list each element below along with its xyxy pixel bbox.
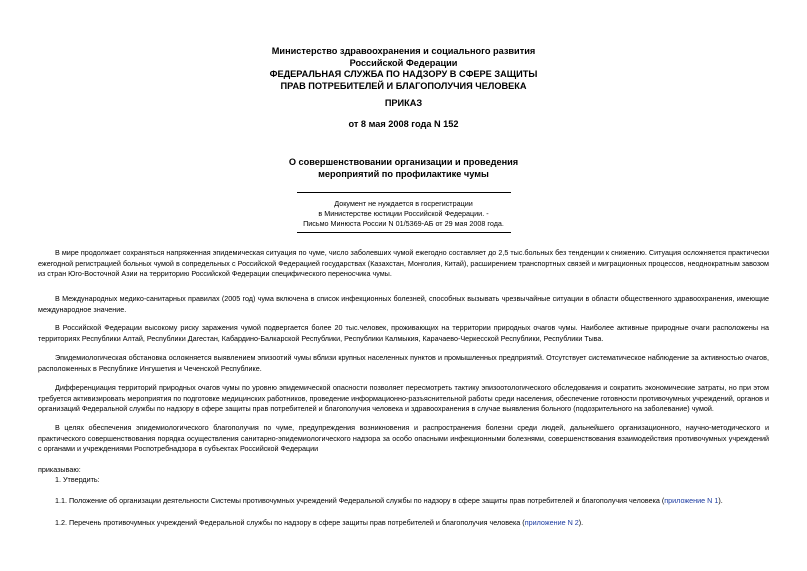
paragraph-4: Эпидемиологическая обстановка осложняется выявлением эпизоотий чумы вблизи крупных населенных пунктов и промышленных предприятий. Отсутствует систематическое наблюдение за активностью очагов, расположенных в Республике Ингушетия и Чеченской Республике. [38,353,769,373]
registration-note-line-2: в Министерстве юстиции Российской Федерации. - [318,209,489,219]
document-type: ПРИКАЗ [384,98,423,108]
paragraph-2: В Международных медико-санитарных правилах (2005 год) чума включена в список инфекционных болезней, способных вызывать чрезвычайные ситуации в области общественного здравоохранения, имеющие международное значение. [38,294,769,314]
item-1-1-text: 1.1. Положение об организации деятельности Системы противочумных учреждений Федеральной службы по надзору в сфере защиты прав потребителей и благополучия человека ( [55,496,665,505]
registration-note-line-1: Документ не нуждается в госрегистрации [334,199,473,208]
item-1: 1. Утвердить: [55,475,100,484]
service-line-1: ФЕДЕРАЛЬНАЯ СЛУЖБА ПО НАДЗОРУ В СФЕРЕ ЗАЩИТЫ [269,69,538,79]
subject-line-2: мероприятий по профилактике чумы [318,168,489,179]
order-word: приказываю: [38,465,81,474]
divider-bottom [297,232,511,233]
ministry-line-2: Российской Федерации [349,57,458,68]
item-1-1 [38,496,769,507]
paragraph-5: Дифференциация территорий природных очагов чумы по уровню эпидемической опасности позволяет пересмотреть тактику эпизоотологического обследования и сократить экономические затраты, но при этом требуется активизировать мероприятия по подготовке медицинских работников, проведение информационно-разъяснительной работы среди населения, обеспечение готовности противочумных учреждений, органов и организаций Федеральной службы по надзору в сфере защиты прав потребителей и благополучия человека и здравоохранения в случае выявления больного (подозрительного на заболевание) чумой. [38,383,769,414]
item-1-2-end: ). [578,518,584,527]
paragraph-3: В Российской Федерации высокому риску заражения чумой подвергается более 20 тыс.человек, проживающих на территории природных очагов чумы. Наиболее активные природные очаги расположены на территориях Республики Алтай, Республики Дагестан, Кабардино-Балкарской Республики, Республики Калмыкия, Карачаево-Черкесской Республики, Республики Тыва. [38,323,769,343]
divider-top [297,192,511,193]
document-date: от 8 мая 2008 года N 152 [348,119,459,129]
item-1-1-end: ). [718,496,723,505]
document-header [0,46,807,92]
ministry-line-1: Министерство здравоохранения и социального развития [271,46,536,56]
appendix-2-link[interactable]: приложение N 2 [524,518,579,527]
registration-note [0,199,807,230]
service-line-2: ПРАВ ПОТРЕБИТЕЛЕЙ И БЛАГОПОЛУЧИЯ ЧЕЛОВЕКА [280,80,527,91]
appendix-1-link[interactable]: приложение N 1 [664,496,719,505]
paragraph-1: В мире продолжает сохраняться напряженная эпидемическая ситуация по чуме, число заболевших чумой ежегодно составляет до 2,5 тыс.больных без тенденции к снижению. Ситуация осложняется практически ежегодной регистрацией больных чумой в сопредельных с Российской Федерацией государствах (Казахстан, Монголия, Китай), расширением транспортных связей и миграционных процессов, неоднократным завозом из стран Юго-Восточной Азии на территорию Российской Федерации специфического переносчика чумы. [38,248,769,279]
item-1-2 [38,518,769,529]
document-subject [0,157,807,180]
subject-line-1: О совершенствовании организации и проведения [288,157,519,167]
registration-note-line-3: Письмо Минюста России N 01/5369-АБ от 29 мая 2008 года. [303,219,504,229]
paragraph-6: В целях обеспечения эпидемиологического благополучия по чуме, предупреждения возникновения и распространения болезни среди людей, дальнейшего организационного, научно-методического и практического совершенствования порядка осуществления санитарно-эпидемиологического надзора за особо опасными инфекционными болезнями, совершенствования взаимодействия противочумных учреждений с органами и учреждениями Роспотребнадзора в субъектах Российской Федерации [38,423,769,454]
item-1-2-text: 1.2. Перечень противочумных учреждений Федеральной службы по надзору в сфере защиты прав потребителей и благополучия человека ( [55,518,525,527]
